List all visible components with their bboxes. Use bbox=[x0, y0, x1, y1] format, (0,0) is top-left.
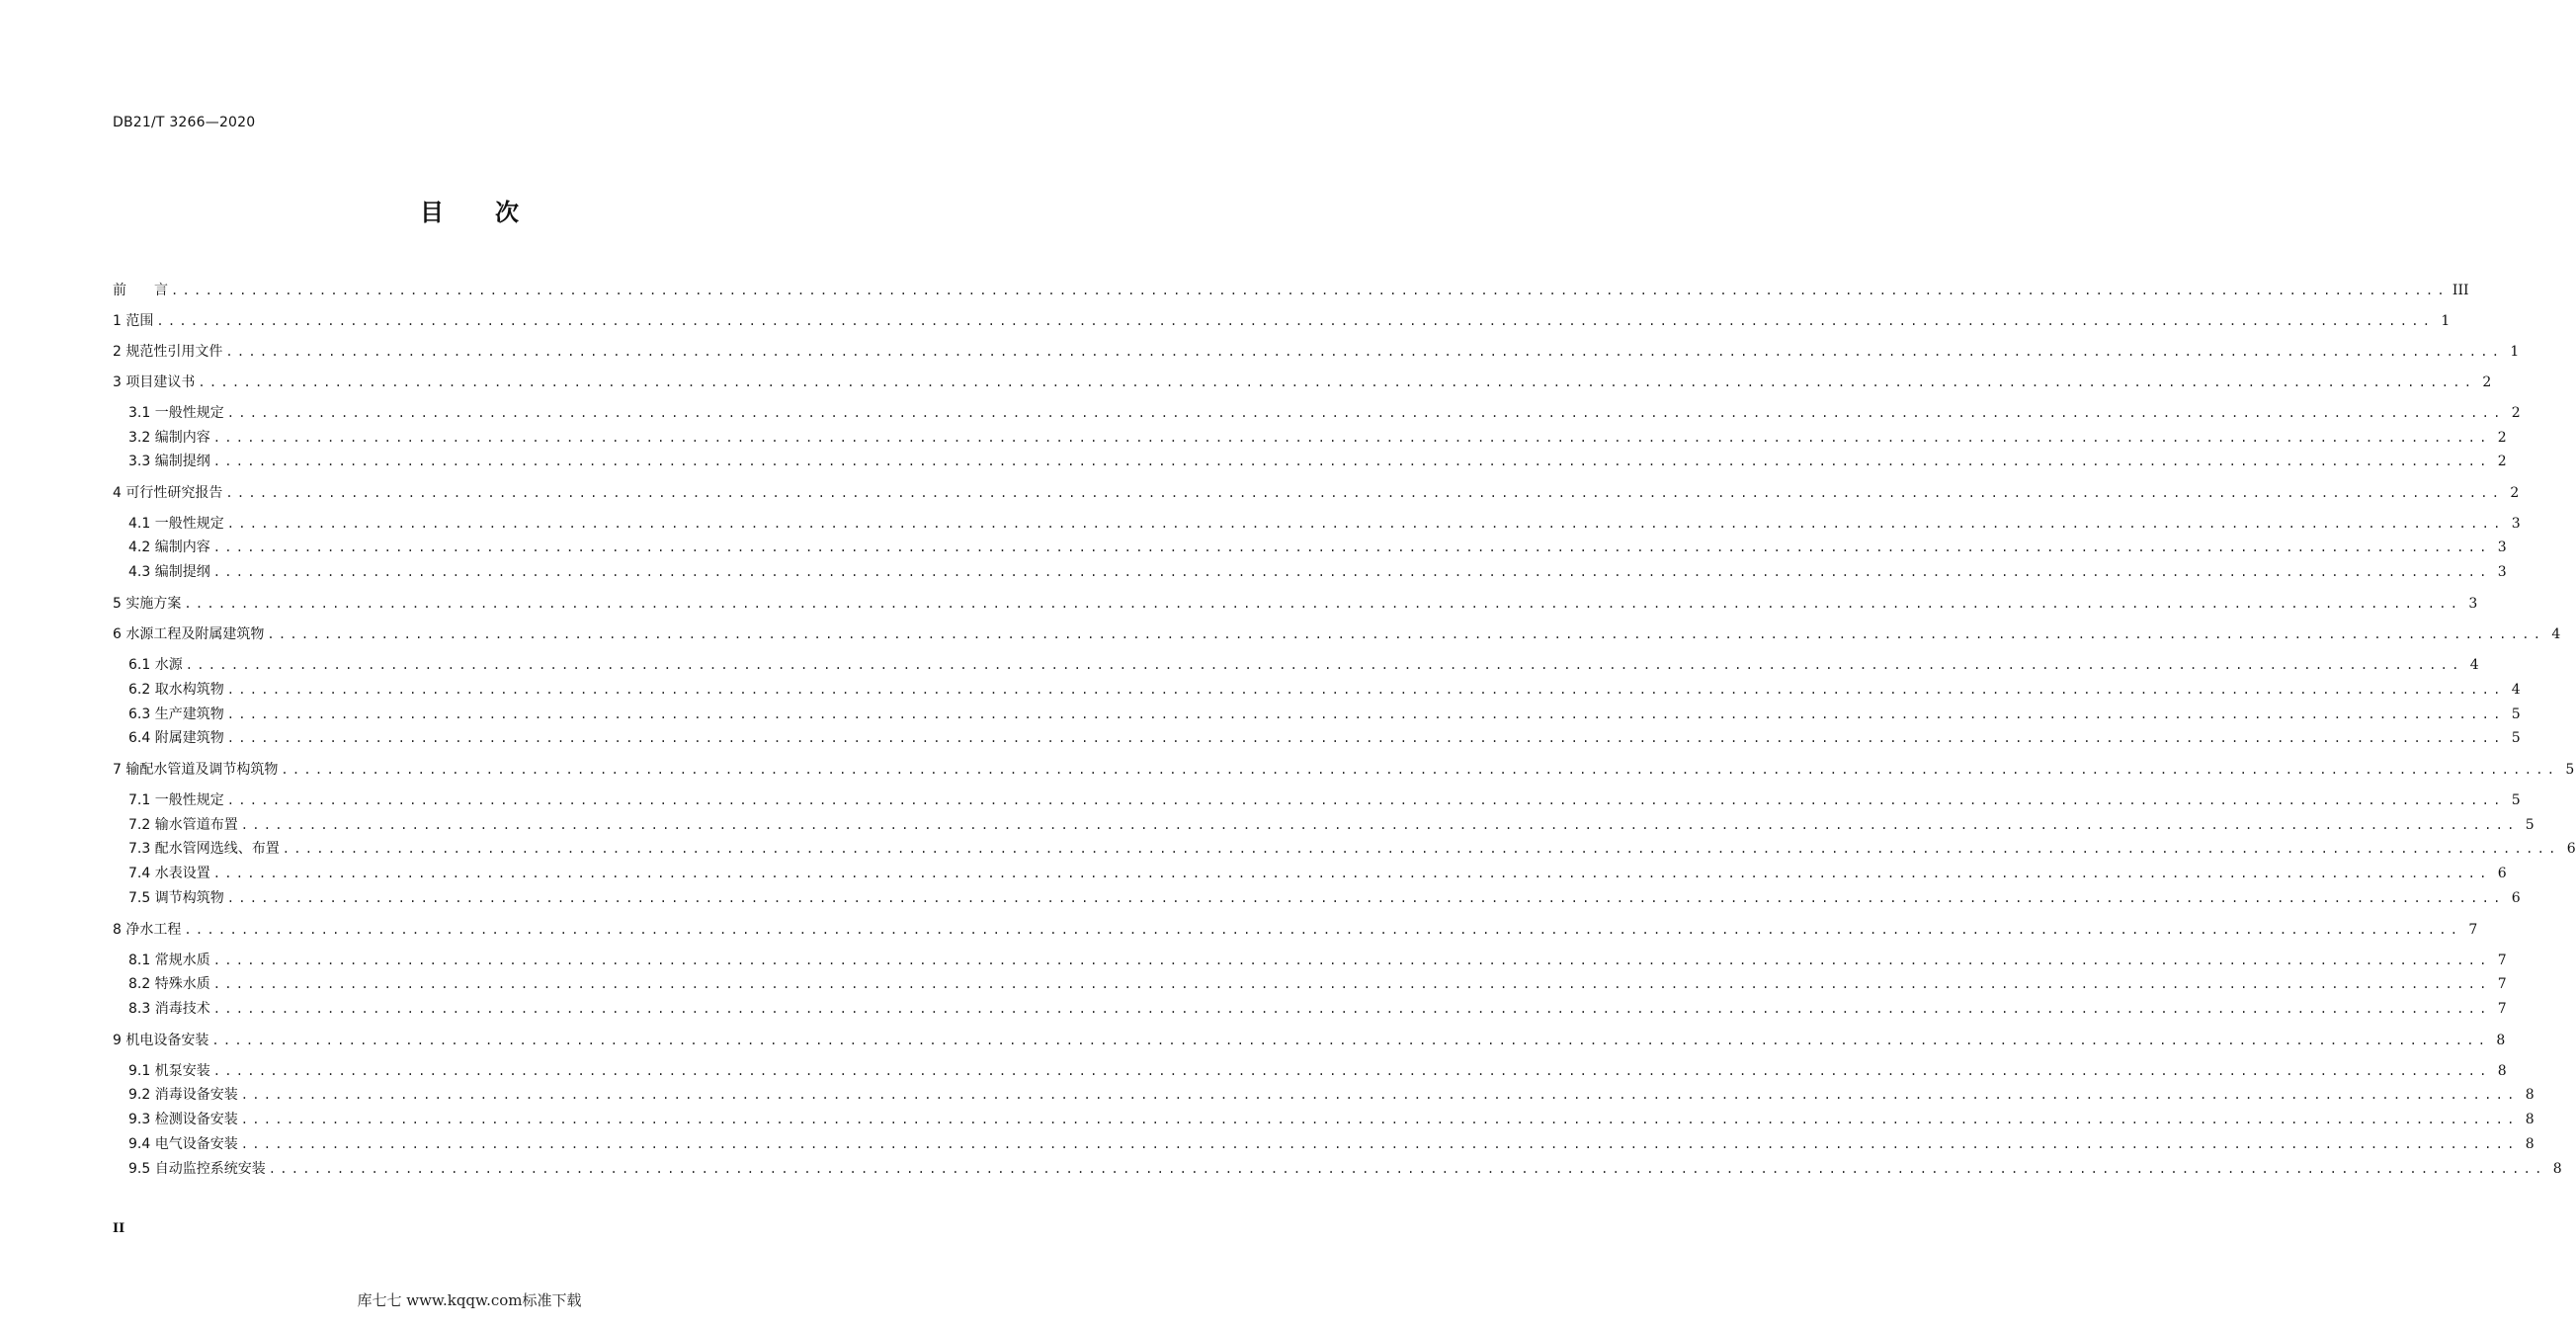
toc-entry-label: 4 可行性研究报告 bbox=[113, 485, 223, 501]
toc-entry-label: 8 净水工程 bbox=[113, 922, 182, 938]
toc-entry-label: 6.2 取水构筑物 bbox=[128, 682, 224, 698]
toc-entry-page: 8 bbox=[2525, 1112, 2534, 1127]
toc-subentry[interactable] bbox=[128, 427, 2507, 449]
toc-subentry[interactable] bbox=[128, 814, 2534, 836]
toc-entry-label: 8.1 常规水质 bbox=[128, 953, 210, 968]
toc-subentry[interactable] bbox=[128, 838, 2576, 860]
toc-entry-page: 7 bbox=[2497, 953, 2507, 968]
toc-subentry[interactable] bbox=[128, 998, 2507, 1020]
toc-entry-label: 9.3 检测设备安装 bbox=[128, 1112, 238, 1127]
toc-entry-page: 7 bbox=[2497, 976, 2507, 992]
toc-entry-label: 1 范围 bbox=[113, 313, 154, 329]
toc-subentry[interactable] bbox=[128, 402, 2521, 424]
toc-dot-leader: ........................................................................................................................................................................................................ bbox=[226, 731, 2505, 745]
toc-entry-label: 9.5 自动监控系统安装 bbox=[128, 1161, 266, 1177]
toc-entry-page: 3 bbox=[2468, 596, 2478, 612]
toc-entry-page: 4 bbox=[2511, 682, 2521, 698]
toc-entry-page: 8 bbox=[2525, 1087, 2534, 1103]
toc-entry[interactable] bbox=[113, 482, 2520, 504]
toc-dot-leader: ........................................................................................................................................................................................................ bbox=[225, 345, 2504, 359]
toc-subentry[interactable] bbox=[128, 863, 2507, 884]
toc-dot-leader: ........................................................................................................................................................................................................ bbox=[171, 284, 2449, 297]
toc-entry-label: 8.2 特殊水质 bbox=[128, 976, 210, 992]
toc-subentry[interactable] bbox=[128, 561, 2507, 583]
page-number: II bbox=[113, 1221, 125, 1236]
toc-subentry[interactable] bbox=[128, 1084, 2534, 1106]
toc-subentry[interactable] bbox=[128, 1109, 2534, 1130]
toc-entry[interactable] bbox=[113, 593, 2478, 615]
toc-entry-page: 8 bbox=[2552, 1161, 2562, 1177]
toc-subentry[interactable] bbox=[128, 950, 2507, 971]
toc-dot-leader: ........................................................................................................................................................................................................ bbox=[156, 314, 2435, 328]
toc-entry-page: 3 bbox=[2511, 516, 2521, 532]
toc-entry-page: 4 bbox=[2551, 626, 2561, 642]
toc-dot-leader: ........................................................................................................................................................................................................ bbox=[226, 406, 2505, 420]
toc-subentry[interactable] bbox=[128, 1133, 2534, 1155]
toc-entry-label: 4.2 编制内容 bbox=[128, 540, 210, 555]
toc-dot-leader: ........................................................................................................................................................................................................ bbox=[212, 1002, 2491, 1016]
toc-entry[interactable] bbox=[113, 310, 2451, 332]
toc-entry-page: 3 bbox=[2497, 564, 2507, 580]
toc-subentry[interactable] bbox=[128, 513, 2521, 535]
toc-entry-page: 6 bbox=[2566, 841, 2576, 857]
toc-dot-leader: ........................................................................................................................................................................................................ bbox=[212, 1064, 2491, 1078]
toc-subentry[interactable] bbox=[128, 973, 2507, 995]
toc-dot-leader: ........................................................................................................................................................................................................ bbox=[226, 683, 2505, 697]
toc-dot-leader: ........................................................................................................................................................................................................ bbox=[268, 1162, 2546, 1176]
toc-entry-label: 2 规范性引用文件 bbox=[113, 344, 223, 360]
toc-dot-leader: ........................................................................................................................................................................................................ bbox=[225, 486, 2504, 500]
toc-entry-page: 8 bbox=[2496, 1033, 2506, 1048]
toc-entry-page: 1 bbox=[2510, 344, 2520, 360]
toc-dot-leader: ........................................................................................................................................................................................................ bbox=[281, 763, 2559, 777]
toc-entry-page: 2 bbox=[2482, 374, 2492, 390]
toc-entry-page: 7 bbox=[2497, 1001, 2507, 1017]
toc-entry-label: 3.2 编制内容 bbox=[128, 430, 210, 446]
table-of-contents bbox=[113, 0, 2576, 1328]
toc-entry-page: 2 bbox=[2510, 485, 2520, 501]
toc-subentry[interactable] bbox=[128, 1158, 2562, 1180]
toc-entry-label: 8.3 消毒技术 bbox=[128, 1001, 210, 1017]
toc-entry-page: 5 bbox=[2525, 817, 2534, 833]
toc-entry-page: 8 bbox=[2525, 1136, 2534, 1152]
toc-subentry[interactable] bbox=[128, 887, 2521, 909]
document-code: DB21/T 3266—2020 bbox=[113, 115, 256, 130]
toc-entry-label: 9.2 消毒设备安装 bbox=[128, 1087, 238, 1103]
toc-entry-page: 1 bbox=[2441, 313, 2451, 329]
toc-dot-leader: ........................................................................................................................................................................................................ bbox=[282, 842, 2560, 856]
toc-entry-page: 6 bbox=[2497, 866, 2507, 881]
toc-entry[interactable] bbox=[113, 919, 2478, 941]
toc-subentry[interactable] bbox=[128, 704, 2521, 725]
toc-entry-page: III bbox=[2451, 283, 2469, 298]
toc-subentry[interactable] bbox=[128, 537, 2507, 558]
toc-entry-page: 8 bbox=[2497, 1063, 2507, 1079]
toc-entry-label: 9.4 电气设备安装 bbox=[128, 1136, 238, 1152]
toc-dot-leader: ........................................................................................................................................................................................................ bbox=[226, 517, 2505, 531]
toc-entry-page: 2 bbox=[2511, 405, 2521, 421]
toc-dot-leader: ........................................................................................................................................................................................................ bbox=[267, 627, 2545, 641]
toc-dot-leader: ........................................................................................................................................................................................................ bbox=[184, 923, 2462, 937]
footer-watermark: 库七七 www.kqqw.com标准下载 bbox=[357, 1291, 582, 1309]
toc-entry-label: 6.4 附属建筑物 bbox=[128, 730, 224, 746]
toc-entry-label: 4.1 一般性规定 bbox=[128, 516, 224, 532]
toc-entry-label: 7.5 调节构筑物 bbox=[128, 890, 224, 906]
toc-subentry[interactable] bbox=[128, 1060, 2507, 1082]
toc-dot-leader: ........................................................................................................................................................................................................ bbox=[226, 793, 2505, 807]
toc-entry-label: 7.4 水表设置 bbox=[128, 866, 210, 881]
toc-dot-leader: ........................................................................................................................................................................................................ bbox=[212, 455, 2491, 468]
toc-subentry[interactable] bbox=[128, 789, 2521, 811]
toc-entry-label: 3.1 一般性规定 bbox=[128, 405, 224, 421]
toc-entry-label: 9 机电设备安装 bbox=[113, 1033, 209, 1048]
toc-entry-page: 5 bbox=[2565, 762, 2575, 778]
toc-entry[interactable] bbox=[113, 1030, 2506, 1051]
toc-entry-label: 7.3 配水管网选线、布置 bbox=[128, 841, 280, 857]
toc-entry[interactable] bbox=[113, 759, 2575, 781]
toc-entry-page: 3 bbox=[2497, 540, 2507, 555]
toc-entry-page: 2 bbox=[2497, 430, 2507, 446]
toc-title: 目次 bbox=[420, 199, 570, 226]
toc-entry-page: 5 bbox=[2511, 730, 2521, 746]
toc-entry-page: 6 bbox=[2511, 890, 2521, 906]
toc-entry-label: 9.1 机泵安装 bbox=[128, 1063, 210, 1079]
toc-entry-page: 5 bbox=[2511, 706, 2521, 722]
toc-entry[interactable] bbox=[113, 372, 2492, 393]
toc-dot-leader: ........................................................................................................................................................................................................ bbox=[211, 1034, 2490, 1047]
toc-subentry[interactable] bbox=[128, 654, 2479, 676]
toc-entry[interactable] bbox=[113, 623, 2561, 645]
toc-dot-leader: ........................................................................................................................................................................................................ bbox=[212, 977, 2491, 991]
toc-entry-label: 5 实施方案 bbox=[113, 596, 182, 612]
toc-entry-label: 3.3 编制提纲 bbox=[128, 454, 210, 469]
toc-dot-leader: ........................................................................................................................................................................................................ bbox=[240, 1113, 2519, 1126]
toc-dot-leader: ........................................................................................................................................................................................................ bbox=[198, 375, 2476, 389]
toc-dot-leader: ........................................................................................................................................................................................................ bbox=[184, 597, 2462, 611]
toc-dot-leader: ........................................................................................................................................................................................................ bbox=[226, 891, 2505, 905]
toc-dot-leader: ........................................................................................................................................................................................................ bbox=[212, 540, 2491, 554]
toc-dot-leader: ........................................................................................................................................................................................................ bbox=[185, 658, 2463, 672]
toc-entry[interactable] bbox=[113, 280, 2469, 301]
toc-entry-page: 7 bbox=[2468, 922, 2478, 938]
toc-dot-leader: ........................................................................................................................................................................................................ bbox=[226, 707, 2505, 721]
toc-entry-page: 5 bbox=[2511, 792, 2521, 808]
toc-dot-leader: ........................................................................................................................................................................................................ bbox=[212, 565, 2491, 579]
toc-dot-leader: ........................................................................................................................................................................................................ bbox=[240, 818, 2519, 832]
toc-dot-leader: ........................................................................................................................................................................................................ bbox=[212, 954, 2491, 967]
toc-entry-label: 4.3 编制提纲 bbox=[128, 564, 210, 580]
toc-dot-leader: ........................................................................................................................................................................................................ bbox=[212, 867, 2491, 880]
toc-subentry[interactable] bbox=[128, 451, 2507, 472]
toc-entry-label: 7.1 一般性规定 bbox=[128, 792, 224, 808]
toc-entry-label: 6.1 水源 bbox=[128, 657, 183, 673]
toc-entry-label: 前 言 bbox=[113, 283, 168, 298]
toc-entry-label: 6.3 生产建筑物 bbox=[128, 706, 224, 722]
toc-entry-label: 3 项目建议书 bbox=[113, 374, 196, 390]
toc-dot-leader: ........................................................................................................................................................................................................ bbox=[240, 1137, 2519, 1151]
toc-subentry[interactable] bbox=[128, 679, 2521, 701]
toc-subentry[interactable] bbox=[128, 727, 2521, 749]
toc-dot-leader: ........................................................................................................................................................................................................ bbox=[240, 1088, 2519, 1102]
toc-entry-label: 7 输配水管道及调节构筑物 bbox=[113, 762, 279, 778]
toc-entry-label: 6 水源工程及附属建筑物 bbox=[113, 626, 265, 642]
toc-entry-page: 4 bbox=[2469, 657, 2479, 673]
toc-entry-page: 2 bbox=[2497, 454, 2507, 469]
toc-entry-label: 7.2 输水管道布置 bbox=[128, 817, 238, 833]
toc-dot-leader: ........................................................................................................................................................................................................ bbox=[212, 431, 2491, 445]
toc-entry[interactable] bbox=[113, 341, 2520, 363]
